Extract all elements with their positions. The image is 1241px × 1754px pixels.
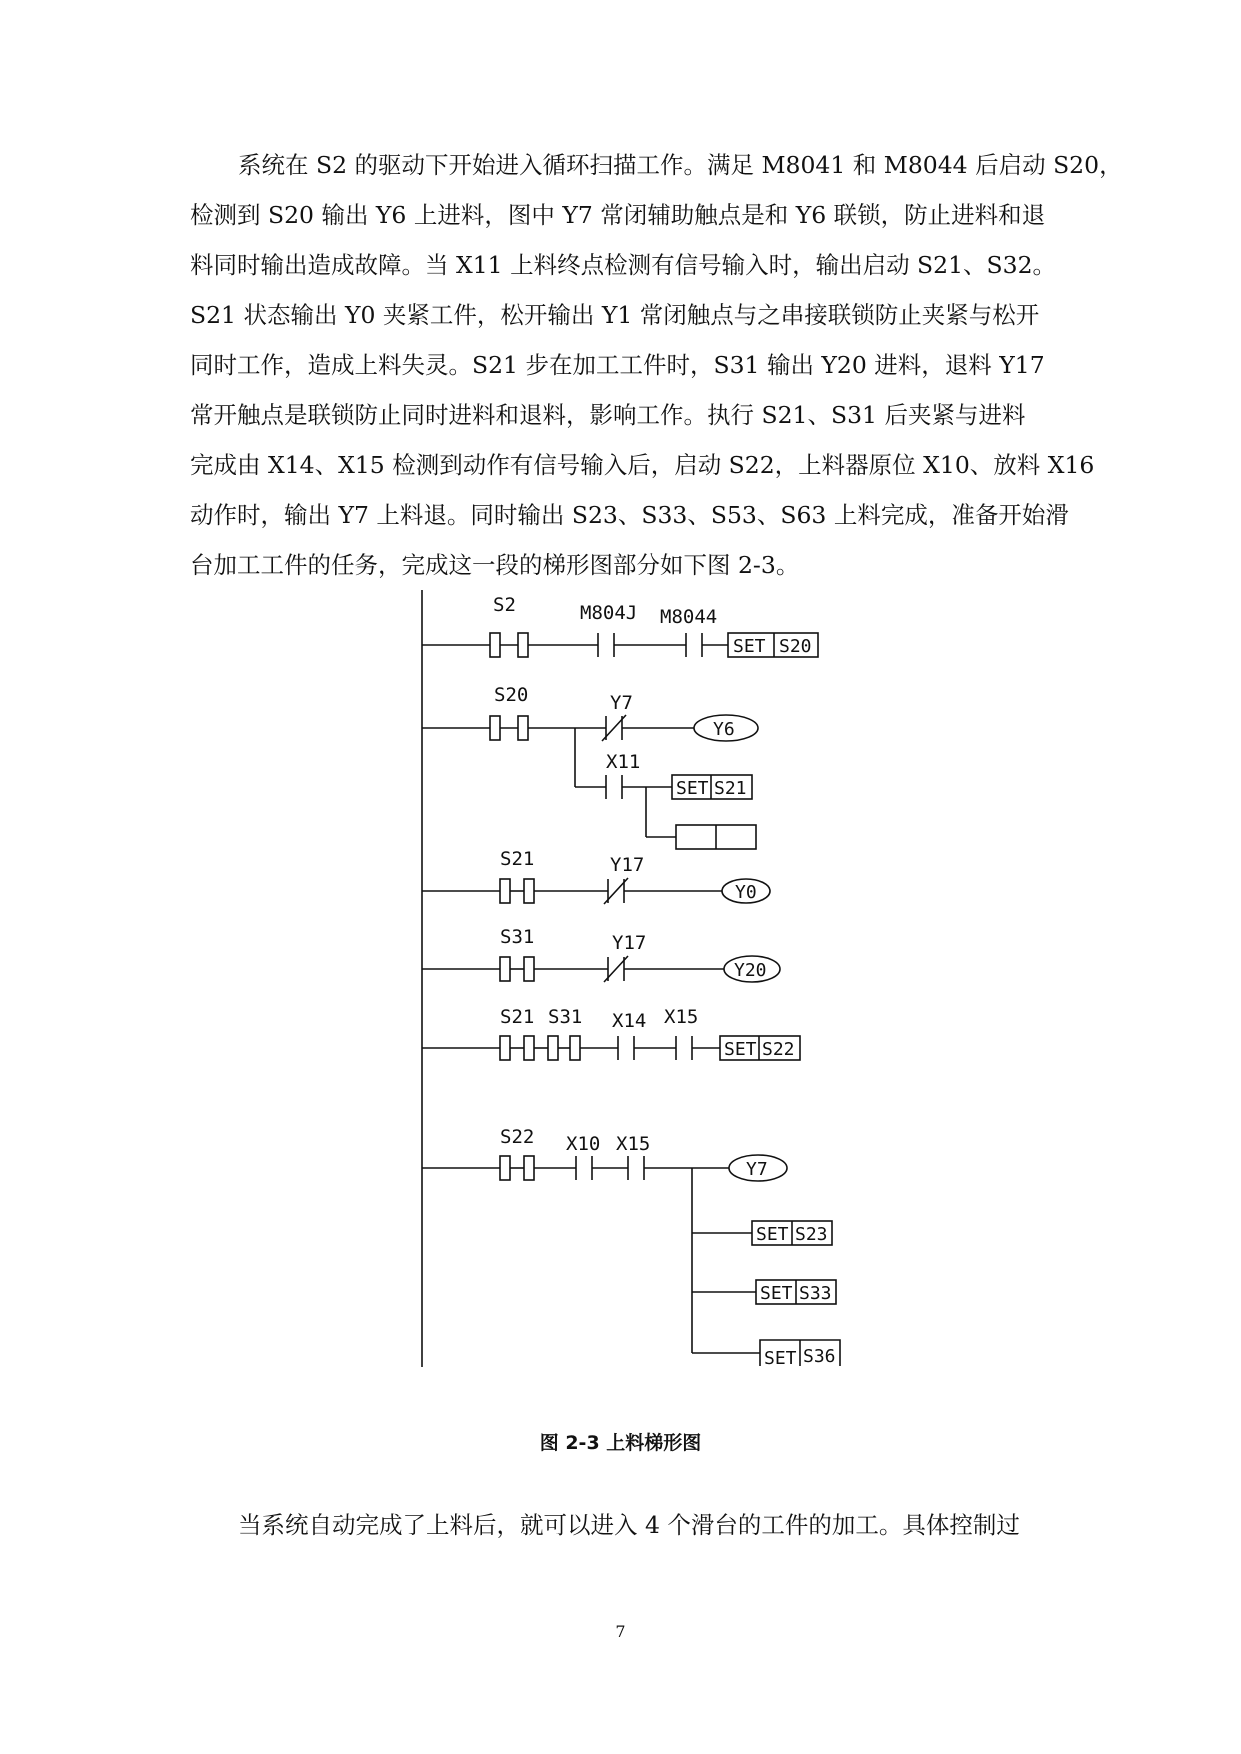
step-contact — [570, 1036, 580, 1060]
contact-label: M804J — [580, 602, 638, 624]
rung-6 — [422, 1126, 840, 1369]
step-contact — [490, 716, 500, 740]
contact-label: M8044 — [660, 606, 718, 628]
step-label: S2 — [493, 594, 516, 616]
target-label: S21 — [714, 778, 747, 799]
set-label: SET — [764, 1348, 797, 1369]
coil-label: Y7 — [746, 1159, 768, 1180]
step-contact — [548, 1036, 558, 1060]
coil-label: Y20 — [734, 960, 767, 981]
step-contact — [518, 633, 528, 657]
body-paragraph — [190, 1500, 1090, 1550]
paragraph-line: 台加工工件的任务，完成这一段的梯形图部分如下图 2-3。 — [190, 551, 800, 579]
contact-label: Y17 — [610, 854, 645, 876]
paragraph-line: 系统在 S2 的驱动下开始进入循环扫描工作。满足 M8041 和 M8044 后启动 S20， — [238, 151, 1123, 179]
target-label: S22 — [762, 1039, 795, 1060]
paragraph-line: 当系统自动完成了上料后，就可以进入 4 个滑台的工件的加工。具体控制过 — [238, 1511, 1020, 1539]
step-label: S20 — [494, 684, 529, 706]
paragraph-line: 料同时输出造成故障。当 X11 上料终点检测有信号输入时，输出启动 S21、S32。 — [190, 251, 1057, 279]
step-contact — [524, 1036, 534, 1060]
step-label: S21 — [500, 848, 535, 870]
step-contact — [500, 879, 510, 903]
rung-1 — [422, 594, 818, 657]
set-label: SET — [733, 636, 766, 657]
contact-label: X11 — [606, 751, 641, 773]
target-label: S36 — [803, 1346, 836, 1367]
paragraph-line: 动作时，输出 Y7 上料退。同时输出 S23、S33、S53、S63 上料完成，准备开始滑 — [190, 501, 1069, 529]
contact-label: X15 — [664, 1006, 699, 1028]
page-number: 7 — [615, 1622, 626, 1641]
paragraph-line: 常开触点是联锁防止同时进料和退料，影响工作。执行 S21、S31 后夹紧与进料 — [190, 401, 1026, 429]
step-contact — [500, 1036, 510, 1060]
rung-2 — [422, 684, 758, 849]
target-label: S23 — [795, 1224, 828, 1245]
step-contact — [490, 633, 500, 657]
step-contact — [524, 879, 534, 903]
set-label: SET — [676, 778, 709, 799]
target-label: S33 — [799, 1283, 832, 1304]
step-label: S31 — [500, 926, 535, 948]
step-contact — [500, 1156, 510, 1180]
contact-label: X10 — [566, 1133, 601, 1155]
rung-3 — [422, 848, 770, 904]
contact-label: X15 — [616, 1133, 651, 1155]
step-contact — [524, 1156, 534, 1180]
set-label: SET — [760, 1283, 793, 1304]
contact-label: Y7 — [610, 692, 633, 714]
paragraph-line: 同时工作，造成上料失灵。S21 步在加工工件时，S31 输出 Y20 进料，退料 Y17 — [190, 351, 1045, 379]
body-paragraph — [190, 140, 1123, 590]
step-label: S21 — [500, 1006, 535, 1028]
set-label: SET — [724, 1039, 757, 1060]
rung-4 — [422, 926, 780, 982]
step-label: S22 — [500, 1126, 535, 1148]
step-contact — [500, 957, 510, 981]
paragraph-line: S21 状态输出 Y0 夹紧工件，松开输出 Y1 常闭触点与之串接联锁防止夹紧与松开 — [190, 301, 1040, 329]
coil-label: Y0 — [735, 882, 757, 903]
step-contact — [524, 957, 534, 981]
contact-label: Y17 — [612, 932, 647, 954]
set-label: SET — [756, 1224, 789, 1245]
step-label: S31 — [548, 1006, 583, 1028]
coil-label: Y6 — [713, 719, 735, 740]
contact-label: X14 — [612, 1010, 647, 1032]
ladder-diagram — [0, 585, 1241, 1385]
paragraph-line: 完成由 X14、X15 检测到动作有信号输入后，启动 S22，上料器原位 X10、放料 X16 — [190, 451, 1095, 479]
target-label: S20 — [779, 636, 812, 657]
rung-5 — [422, 1006, 800, 1060]
step-contact — [518, 716, 528, 740]
figure-caption: 图 2-3 上料梯形图 — [539, 1432, 702, 1454]
paragraph-line: 检测到 S20 输出 Y6 上进料，图中 Y7 常闭辅助触点是和 Y6 联锁，防止进料和退 — [190, 201, 1046, 229]
